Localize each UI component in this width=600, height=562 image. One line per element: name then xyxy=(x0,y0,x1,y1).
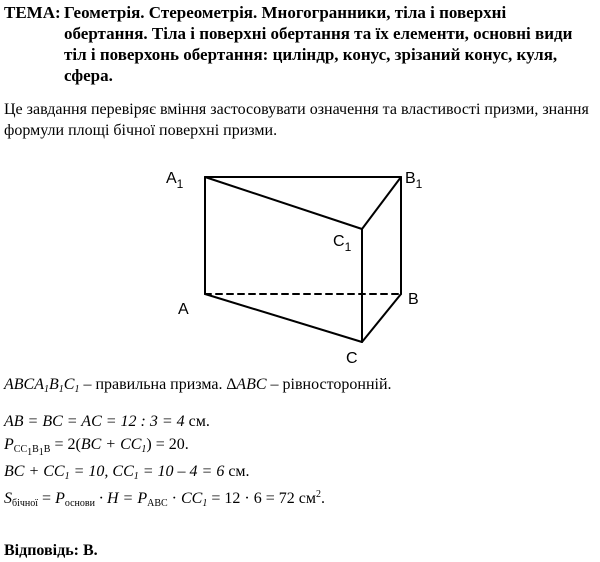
prism-figure xyxy=(160,160,440,375)
edge-b1-c1 xyxy=(362,177,401,229)
solution-line-1: $ABCA_1B_1C_1$ – правильна призма. ∆ABC – рівносторонній. xyxy=(4,376,392,395)
solution-line-2: AB = BC = AC = 12 : 3 = 4 см. xyxy=(4,413,210,430)
topic-text: Геометрія. Стереометрія. Многогранники, тіла і поверхні обертання. Тіла і поверхні обертання та їх елементи, основні види тіл і поверхонь обертання: циліндр, конус, зрізаний конус, куля, сфера. xyxy=(64,3,573,85)
label-b: B xyxy=(408,291,419,308)
label-a: A xyxy=(178,301,189,318)
label-c1: $C_1$ xyxy=(333,233,352,254)
label-b1: $B_1$ xyxy=(405,170,423,191)
solution-line-5: $S_{бічної} = P_{основи} \cdot H = P_{ABC} \cdot CC_1 = 12 \cdot 6 = 72$ $см^2$. xyxy=(4,489,325,509)
topic-block xyxy=(4,2,594,86)
topic-label: ТЕМА: xyxy=(4,3,61,22)
label-c: C xyxy=(346,350,358,367)
edge-a-c xyxy=(205,294,362,342)
edge-b-c xyxy=(362,294,401,342)
intro-paragraph: Це завдання перевіряє вміння застосовувати означення та властивості призми, знання формули площі бічної поверхні призми. xyxy=(4,101,589,139)
solution-line-3: $P_{CC_1B_1B} = 2(BC + CC_1) = 20$. xyxy=(4,436,189,458)
edge-a1-c1 xyxy=(205,177,362,229)
answer: Відповідь: В. xyxy=(4,542,98,559)
solution-line-4: BC + $CC_1 = 10$, $CC_1 = 10 - 4 = 6$ см. xyxy=(4,463,250,482)
label-a1: $A_1$ xyxy=(166,170,184,191)
